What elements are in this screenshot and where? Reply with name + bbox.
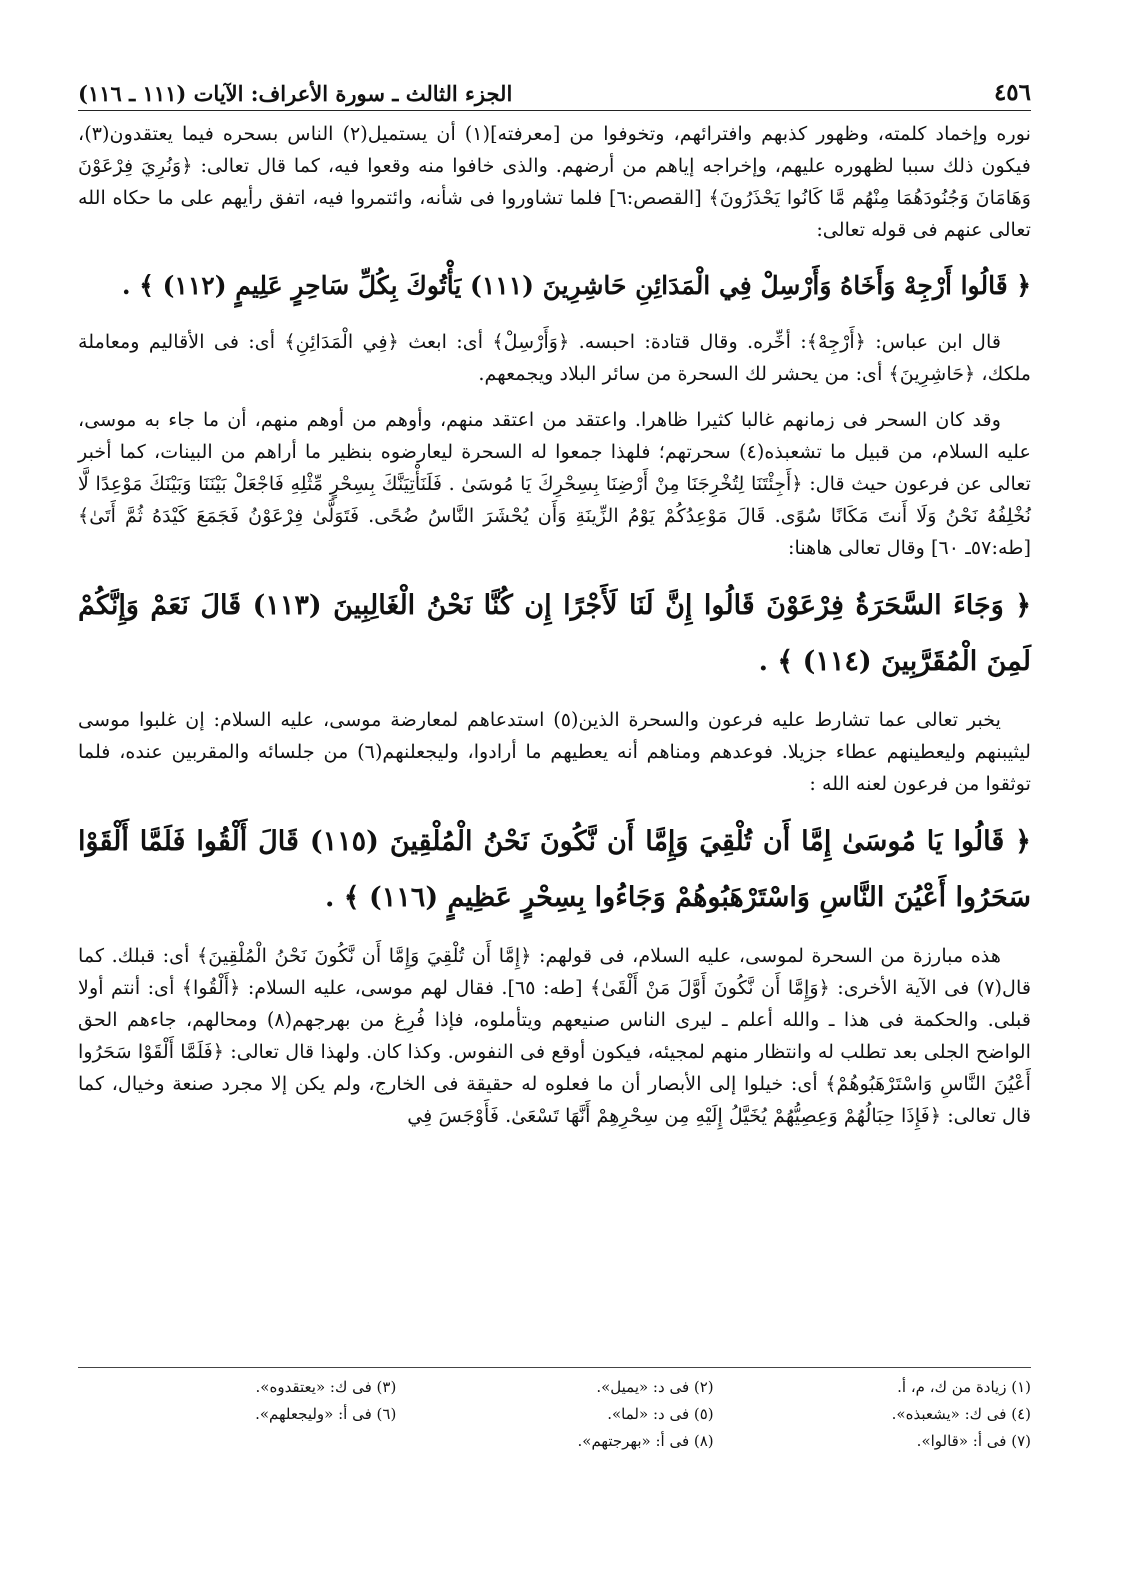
running-title: الجزء الثالث ـ سورة الأعراف: الآيات (١١١ ـ ١١٦)	[78, 81, 513, 106]
footnote	[79, 1428, 396, 1455]
footnote-row	[78, 1428, 1031, 1455]
paragraph-4: يخبر تعالى عما تشارط عليه فرعون والسحرة الذين(٥) استدعاهم لمعارضة موسى، عليه السلام: إن غلبوا موسى ليثيبنهم وليعطينهم عطاء جزيلا. فوعدهم ومناهم أنه يعطيهم ما أرادوا، وليجعلنهم(٦) من جلسائه والمقربين عنده، فلما توثقوا من فرعون لعنه الله :	[78, 708, 1031, 795]
footnotes	[78, 1367, 1031, 1455]
footnote: (٥) فى د: «لما».	[607, 1405, 714, 1423]
quran-verse-111-112: ﴿ قَالُوا أَرْجِهْ وَأَخَاهُ وَأَرْسِلْ فِي الْمَدَائِنِ حَاشِرِينَ (١١١) يَأْتُوكَ بِكُلِّ سَاحِرٍ عَلِيمٍ (١١٢) ﴾ .	[121, 271, 1031, 300]
paragraph-2: قال ابن عباس: ﴿أَرْجِهْ﴾: أخِّره. وقال قتادة: احبسه. ﴿وَأَرْسِلْ﴾ أى: ابعث ﴿فِي الْمَدَائِنِ﴾ أى: فى الأقاليم ومعاملة ملكك، ﴿حَاشِرِينَ﴾ أى: من يحشر لك السحرة من سائر البلاد ويجمعهم.	[78, 330, 1031, 385]
footnote: (١) زيادة من ك، م، أ.	[897, 1378, 1031, 1396]
paragraph-3: وقد كان السحر فى زمانهم غالبا كثيرا ظاهرا. واعتقد من اعتقد منهم، وأوهم من أوهم منهم، أن ما جاء به موسى، عليه السلام، من قبيل ما تشعبذه(٤) سحرتهم؛ فلهذا جمعوا له السحرة ليعارضوه بنظير ما أراهم من البينات، كما أخبر تعالى عن فرعون حيث قال: ﴿أَجِئْتَنَا لِتُخْرِجَنَا مِنْ أَرْضِنَا بِسِحْرِكَ يَا مُوسَىٰ . فَلَنَأْتِيَنَّكَ بِسِحْرٍ مِّثْلِهِ فَاجْعَلْ بَيْنَنَا وَبَيْنَكَ مَوْعِدًا لَّا نُخْلِفُهُ نَحْنُ وَلَا أَنتَ مَكَانًا سُوًى. قَالَ مَوْعِدُكُمْ يَوْمُ الزِّينَةِ وَأَن يُحْشَرَ النَّاسُ ضُحًى. فَتَوَلَّىٰ فِرْعَوْنُ فَجَمَعَ كَيْدَهُ ثُمَّ أَتَىٰ﴾ [طه:٥٧ـ ٦٠] وقال تعالى هاهنا:	[78, 408, 1031, 559]
running-header	[78, 66, 1031, 111]
quran-verse-113-114: ﴿ وَجَاءَ السَّحَرَةُ فِرْعَوْنَ قَالُوا إِنَّ لَنَا لَأَجْرًا إِن كُنَّا نَحْنُ الْغَالِبِينَ (١١٣) قَالَ نَعَمْ وَإِنَّكُمْ لَمِنَ الْمُقَرَّبِينَ (١١٤) ﴾ .	[78, 590, 1032, 677]
footnote: (٦) فى أ: «وليجعلهم».	[255, 1405, 397, 1423]
footnote: (٤) فى ك: «يشعبذه».	[891, 1405, 1031, 1423]
footnote-row	[78, 1401, 1031, 1428]
footnote: (٣) فى ك: «يعتقدوه».	[255, 1378, 397, 1396]
paragraph-5: هذه مبارزة من السحرة لموسى، عليه السلام، فى قولهم: ﴿إِمَّا أَن تُلْقِيَ وَإِمَّا أَن نَّكُونَ نَحْنُ الْمُلْقِينَ﴾ أى: قبلك. كما قال(٧) فى الآية الأخرى: ﴿وَإِمَّا أَن نَّكُونَ أَوَّلَ مَنْ أَلْقَىٰ﴾ [طه: ٦٥]. فقال لهم موسى، عليه السلام: ﴿أَلْقُوا﴾ أى: أنتم أولا قبلى. والحكمة فى هذا ـ والله أعلم ـ ليرى الناس صنيعهم ويتأملوه، فإذا فُرِغ من بهرجهم(٨) ومحالهم، جاءهم الحق الواضح الجلى بعد تطلب له وانتظار منهم لمجيئه، فيكون أوقع فى النفوس. وكذا كان. ولهذا قال تعالى: ﴿فَلَمَّا أَلْقَوْا سَحَرُوا أَعْيُنَ النَّاسِ وَاسْتَرْهَبُوهُمْ﴾ أى: خيلوا إلى الأبصار أن ما فعلوه له حقيقة فى الخارج، ولم يكن إلا مجرد صنعة وخيال، كما قال تعالى: ﴿فَإِذَا حِبَالُهُمْ وَعِصِيُّهُمْ يُخَيَّلُ إِلَيْهِ مِن سِحْرِهِمْ أَنَّهَا تَسْعَىٰ. فَأَوْجَسَ فِي	[78, 944, 1032, 1127]
footnote: (٨) فى أ: «بهرجتهم».	[577, 1432, 714, 1450]
page-number: ٤٥٦	[993, 79, 1031, 106]
footnote: (٧) فى أ: «قالوا».	[916, 1432, 1031, 1450]
quran-verse-115-116: ﴿ قَالُوا يَا مُوسَىٰ إِمَّا أَن تُلْقِيَ وَإِمَّا أَن نَّكُونَ نَحْنُ الْمُلْقِينَ (١١٥) قَالَ أَلْقُوا فَلَمَّا أَلْقَوْا سَحَرُوا أَعْيُنَ النَّاسِ وَاسْتَرْهَبُوهُمْ وَجَاءُوا بِسِحْرٍ عَظِيمٍ (١١٦) ﴾ .	[78, 826, 1031, 913]
footnote: (٢) فى د: «يميل».	[596, 1378, 714, 1396]
paragraph-1: نوره وإخماد كلمته، وظهور كذبهم وافترائهم، وتخوفوا من [معرفته](١) أن يستميل(٢) الناس بسحره فيما يعتقدون(٣)، فيكون ذلك سببا لظهوره عليهم، وإخراجه إياهم من أرضهم. والذى خافوا منه وقعوا فيه، كما قال تعالى: ﴿وَنُرِيَ فِرْعَوْنَ وَهَامَانَ وَجُنُودَهُمَا مِنْهُم مَّا كَانُوا يَحْذَرُونَ﴾ [القصص:٦] فلما تشاوروا فى شأنه، وائتمروا فيه، اتفق رأيهم على ما حكاه الله تعالى عنهم فى قوله تعالى:	[78, 122, 1032, 241]
main-text	[78, 118, 1031, 1146]
footnote-row	[78, 1374, 1031, 1401]
